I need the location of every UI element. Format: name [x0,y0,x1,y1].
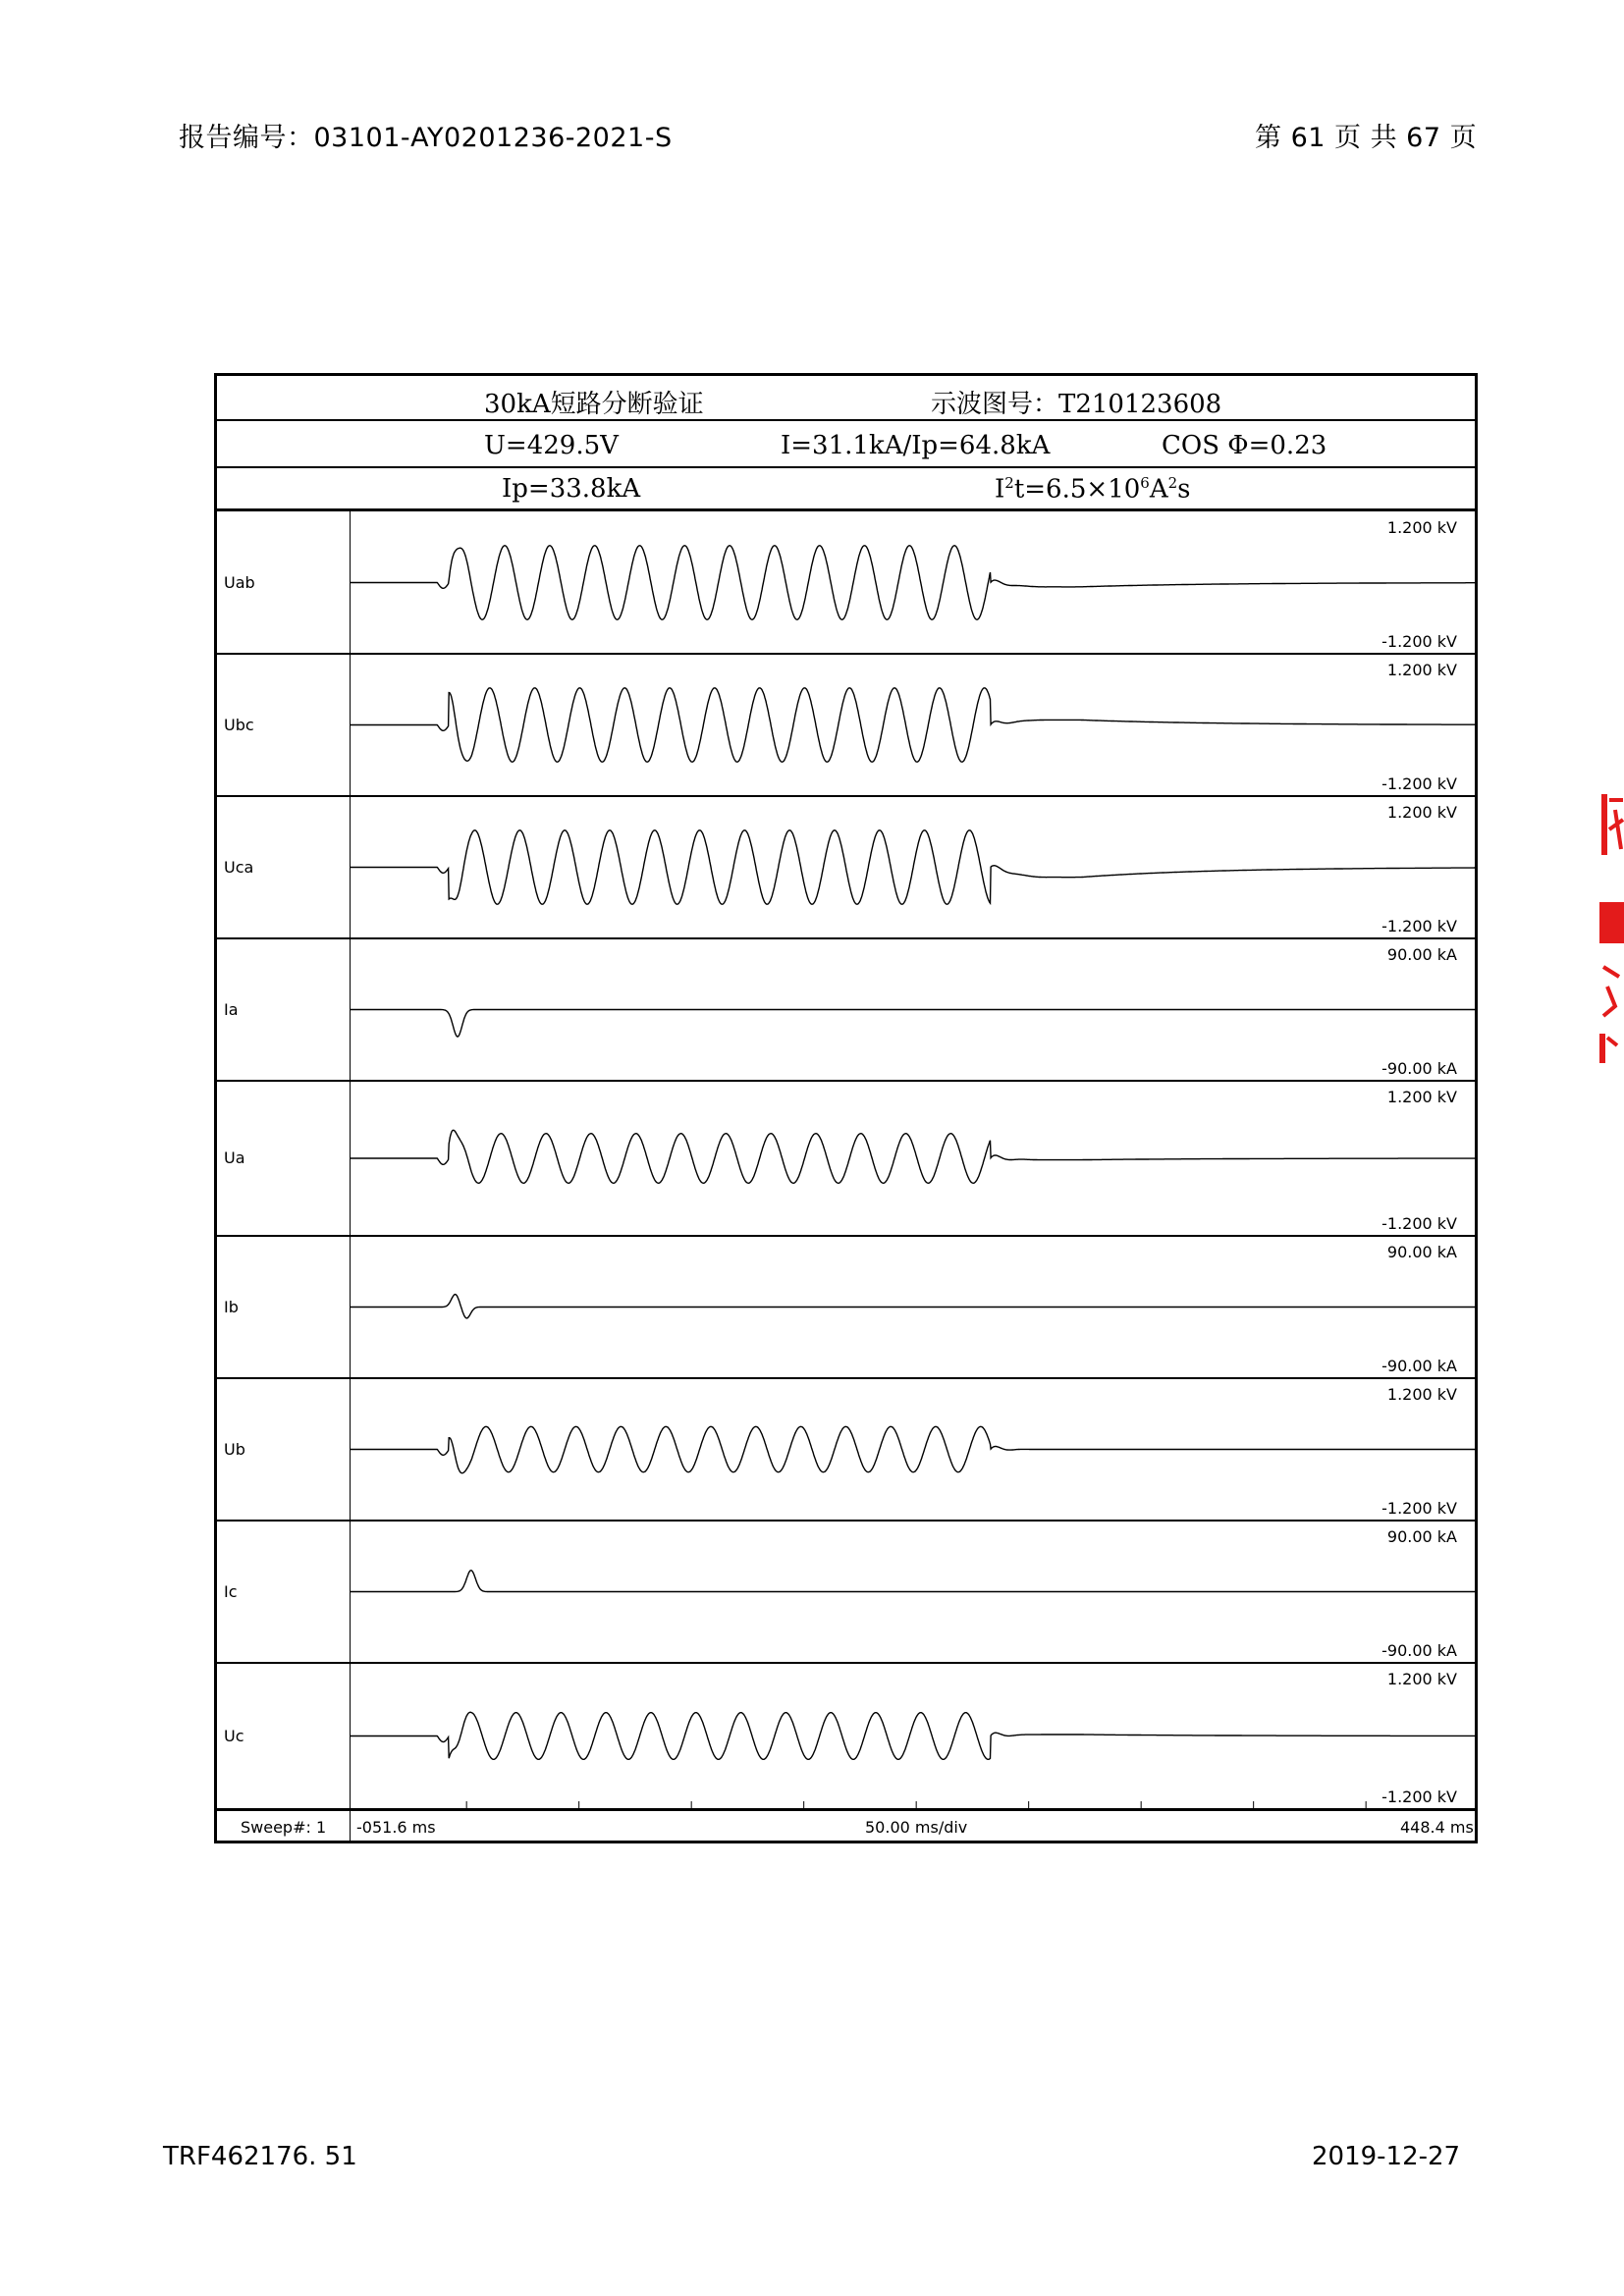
report-date: 2019-12-27 [1312,2142,1461,2171]
power-factor-value: COS Φ=0.23 [1162,431,1327,460]
waveform-ua [351,1130,1475,1183]
sweep-number: Sweep#: 1 [241,1818,327,1837]
waveform-ubc [351,688,1475,762]
channel-name: Uab [224,572,255,592]
channel-max-label: 90.00 kA [1386,1527,1457,1546]
channel-min-label: -1.200 kV [1381,917,1457,935]
form-number: TRF462176. 51 [163,2142,357,2171]
channel-max-label: 1.200 kV [1386,518,1457,537]
channel-max-label: 1.200 kV [1386,661,1457,679]
report-number: 报告编号：03101-AY0201236-2021-S [179,123,673,153]
current-value: I=31.1kA/Ip=64.8kA [781,431,1051,460]
waveform-plot [351,511,1475,1809]
title-row [217,376,1475,421]
channel-min-label: -1.200 kV [1381,1214,1457,1233]
channel-max-label: 1.200 kV [1386,803,1457,822]
channel-name: Uca [224,857,254,877]
peak-row [217,466,1475,511]
oscillogram-number: 示波图号：T210123608 [931,390,1222,419]
sweep-axis-row [217,1809,1475,1842]
x-end-label: 448.4 ms [1400,1818,1474,1837]
channel-min-label: -90.00 kA [1381,1641,1457,1660]
waveform-uc [351,1712,1475,1759]
red-stamp-mark [1596,780,1624,1065]
peak-current-value: Ip=33.8kA [502,474,641,504]
channel-max-label: 1.200 kV [1386,1088,1457,1106]
channel-max-label: 1.200 kV [1386,1385,1457,1404]
channel-name: Uc [224,1726,244,1745]
x-start-label: -051.6 ms [356,1818,436,1837]
waveform-uab [351,546,1475,619]
oscillogram-table [214,373,1478,1843]
parameter-row [217,419,1475,468]
channel-min-label: -90.00 kA [1381,1059,1457,1078]
waveform-ib [351,1295,1475,1318]
channel-name: Ua [224,1148,245,1167]
channel-label-column [217,511,351,1841]
waveform-ia [351,1010,1475,1038]
i2t-value: $I^2t=6.5\times 10^6A^2s$ [995,474,1191,505]
channel-name: Ic [224,1581,238,1601]
channel-name: Ib [224,1297,239,1316]
oscilloscope-panel [217,511,1475,1841]
time-division-label: 50.00 ms/div [865,1818,968,1837]
channel-min-label: -1.200 kV [1381,1499,1457,1518]
channel-min-label: -1.200 kV [1381,632,1457,651]
channel-min-label: -90.00 kA [1381,1357,1457,1375]
channel-max-label: 90.00 kA [1386,945,1457,964]
channel-min-label: -1.200 kV [1381,1788,1457,1806]
waveform-uca [351,830,1475,904]
waveform-ub [351,1426,1475,1472]
channel-name: Ub [224,1439,245,1459]
channel-min-label: -1.200 kV [1381,774,1457,793]
channel-max-label: 90.00 kA [1386,1243,1457,1261]
channel-max-label: 1.200 kV [1386,1670,1457,1688]
waveform-ic [351,1571,1475,1592]
voltage-value: U=429.5V [484,431,619,460]
channel-name: Ia [224,999,239,1019]
test-title: 30kA短路分断验证 [484,390,704,419]
page-indicator: 第 61 页 共 67 页 [1255,123,1478,153]
channel-name: Ubc [224,715,254,734]
